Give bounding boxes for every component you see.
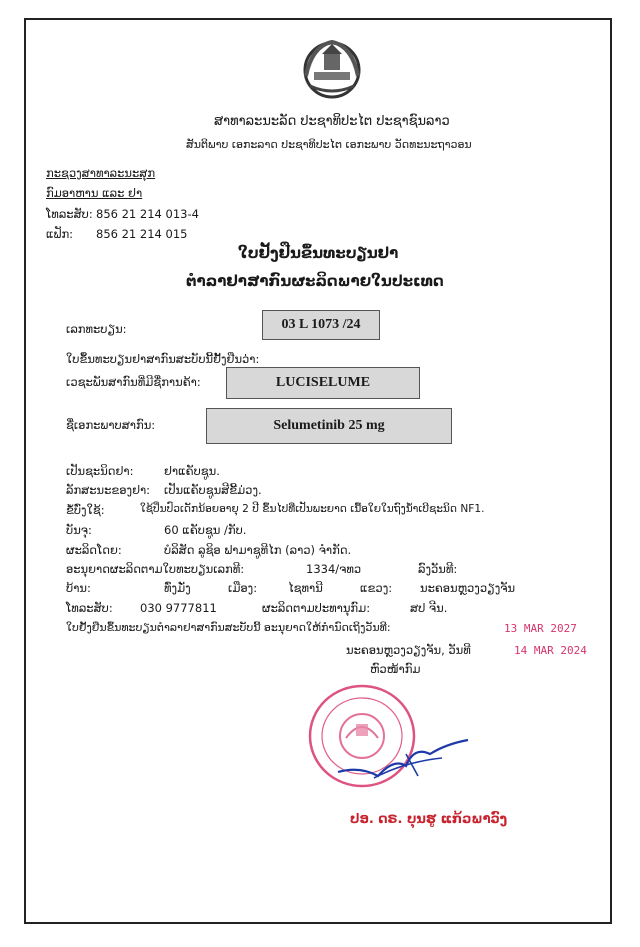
fax-label: ແຟັກ: (46, 227, 74, 241)
license-label: ອະນຸຍາດຜະລິດຕາມໃບທະບຽນເລກທີ: (66, 562, 245, 576)
issue-date-stamp: 14 MAR 2024 (514, 644, 587, 657)
indication-value: ໃຊ້ປິ່ນປົວເດັກນ້ອຍອາຍຸ 2 ປີ ຂຶ້ນໄປທີ່ເປັນພະຍາດ ເນື້ອໃຍໃນຖົງນ້ຳເບີຊະນິດ NF1. (140, 503, 485, 515)
producer-value: ສປ ຈີນ. (410, 601, 448, 615)
tel-label: ໂທລະສັບ: (66, 601, 113, 615)
national-motto: ສັນຕິພາບ ເອກະລາດ ປະຊາທິປະໄຕ ເອກະພາບ ວັດທະນະຖາວອນ (186, 138, 472, 151)
fax-value: 856 21 214 015 (96, 227, 188, 241)
signer-name: ປອ. ດຣ. ບຸນຮູ ແກ້ວພາວົງ (350, 812, 508, 827)
district-value: ໄຊທານີ (288, 581, 323, 595)
trade-name-label: ເວຊະພັນສາກົນທີ່ມີຊື່ການຄ້າ: (66, 375, 201, 389)
village-value: ທົ່ງມັ່ງ (164, 581, 191, 595)
license-date-label: ລົງວັນທີ: (418, 562, 458, 576)
issue-place: ນະຄອນຫຼວງວຽງຈັນ, ວັນທີ (346, 643, 471, 657)
generic-name-box: Selumetinib 25 mg (206, 408, 452, 444)
province-value: ນະຄອນຫຼວງວຽງຈັນ (420, 581, 516, 595)
district-label: ເມືອງ: (228, 581, 258, 595)
validity-date-stamp: 13 MAR 2027 (504, 622, 577, 635)
national-emblem-icon (292, 36, 372, 100)
province-label: ແຂວງ: (360, 581, 393, 595)
department-name: ກົມອາຫານ ແລະ ຢາ (46, 186, 143, 200)
license-value: 1334/ຈທວ (306, 562, 362, 576)
ministry-name: ກະຊວງສາທາລະນະສຸກ (46, 166, 156, 180)
signature-scribble-icon (334, 736, 474, 784)
country-name: ສາທາລະນະລັດ ປະຊາທິປະໄຕ ປະຊາຊົນລາວ (214, 114, 450, 129)
certification-statement: ໃບຂຶ້ນທະບຽນຢາສາກົນສະບັບນີ້ຢັ້ງຢືນວ່າ: (66, 352, 260, 366)
manufacturer-value: ບໍລິສັດ ລູຊິອ ຟາມາຊູທີໄກ (ລາວ) ຈຳກັດ. (164, 543, 352, 557)
phone-label: ໂທລະສັບ: (46, 207, 93, 221)
producer-label: ຜະລິດຕາມປະທານຸກົມ: (262, 601, 371, 615)
trade-name-box: LUCISELUME (226, 367, 420, 399)
registration-number-box: 03 L 1073 /24 (262, 310, 380, 340)
validity-label: ໃບຢັ້ງຢືນຂຶ້ນທະບຽນຕຳລາຢາສາກົນສະບັບນີ້ ອະນຸຍາດໃຫ້ກຳນົດເຖິງວັນທີ: (66, 621, 391, 634)
form-label: ເປັນຊະນິດຢາ: (66, 464, 134, 478)
indication-label: ຂໍ້ບົ່ງໃຊ້: (66, 503, 105, 517)
tel-value: 030 9777811 (140, 601, 217, 615)
signer-position: ຫົວໜ້າກົມ (370, 662, 421, 676)
phone-value: 856 21 214 013-4 (96, 207, 199, 221)
form-value: ຢາແຄັບຊູນ. (164, 464, 220, 478)
pack-value: 60 ແຄັບຊູນ /ກັບ. (164, 523, 247, 537)
generic-name-label: ຊື່ເອກະພາບສາກົນ: (66, 418, 156, 432)
pack-label: ບັນຈຸ: (66, 523, 92, 537)
document-title: ໃບຢັ້ງຢືນຂຶ້ນທະບຽນຢາ (238, 244, 399, 262)
packaging-value: ເປັນແຄັບຊູນສີຂີ້ມ່ວງ. (164, 483, 262, 497)
packaging-label: ລັກສະນະຂອງຢາ: (66, 483, 151, 497)
manufacturer-label: ຜະລິດໂດຍ: (66, 543, 122, 557)
registration-number-label: ເລກທະບຽນ: (66, 322, 127, 336)
document-subtitle: ຕຳລາຢາສາກົນຜະລິດພາຍໃນປະເທດ (186, 272, 444, 290)
village-label: ບ້ານ: (66, 581, 91, 595)
